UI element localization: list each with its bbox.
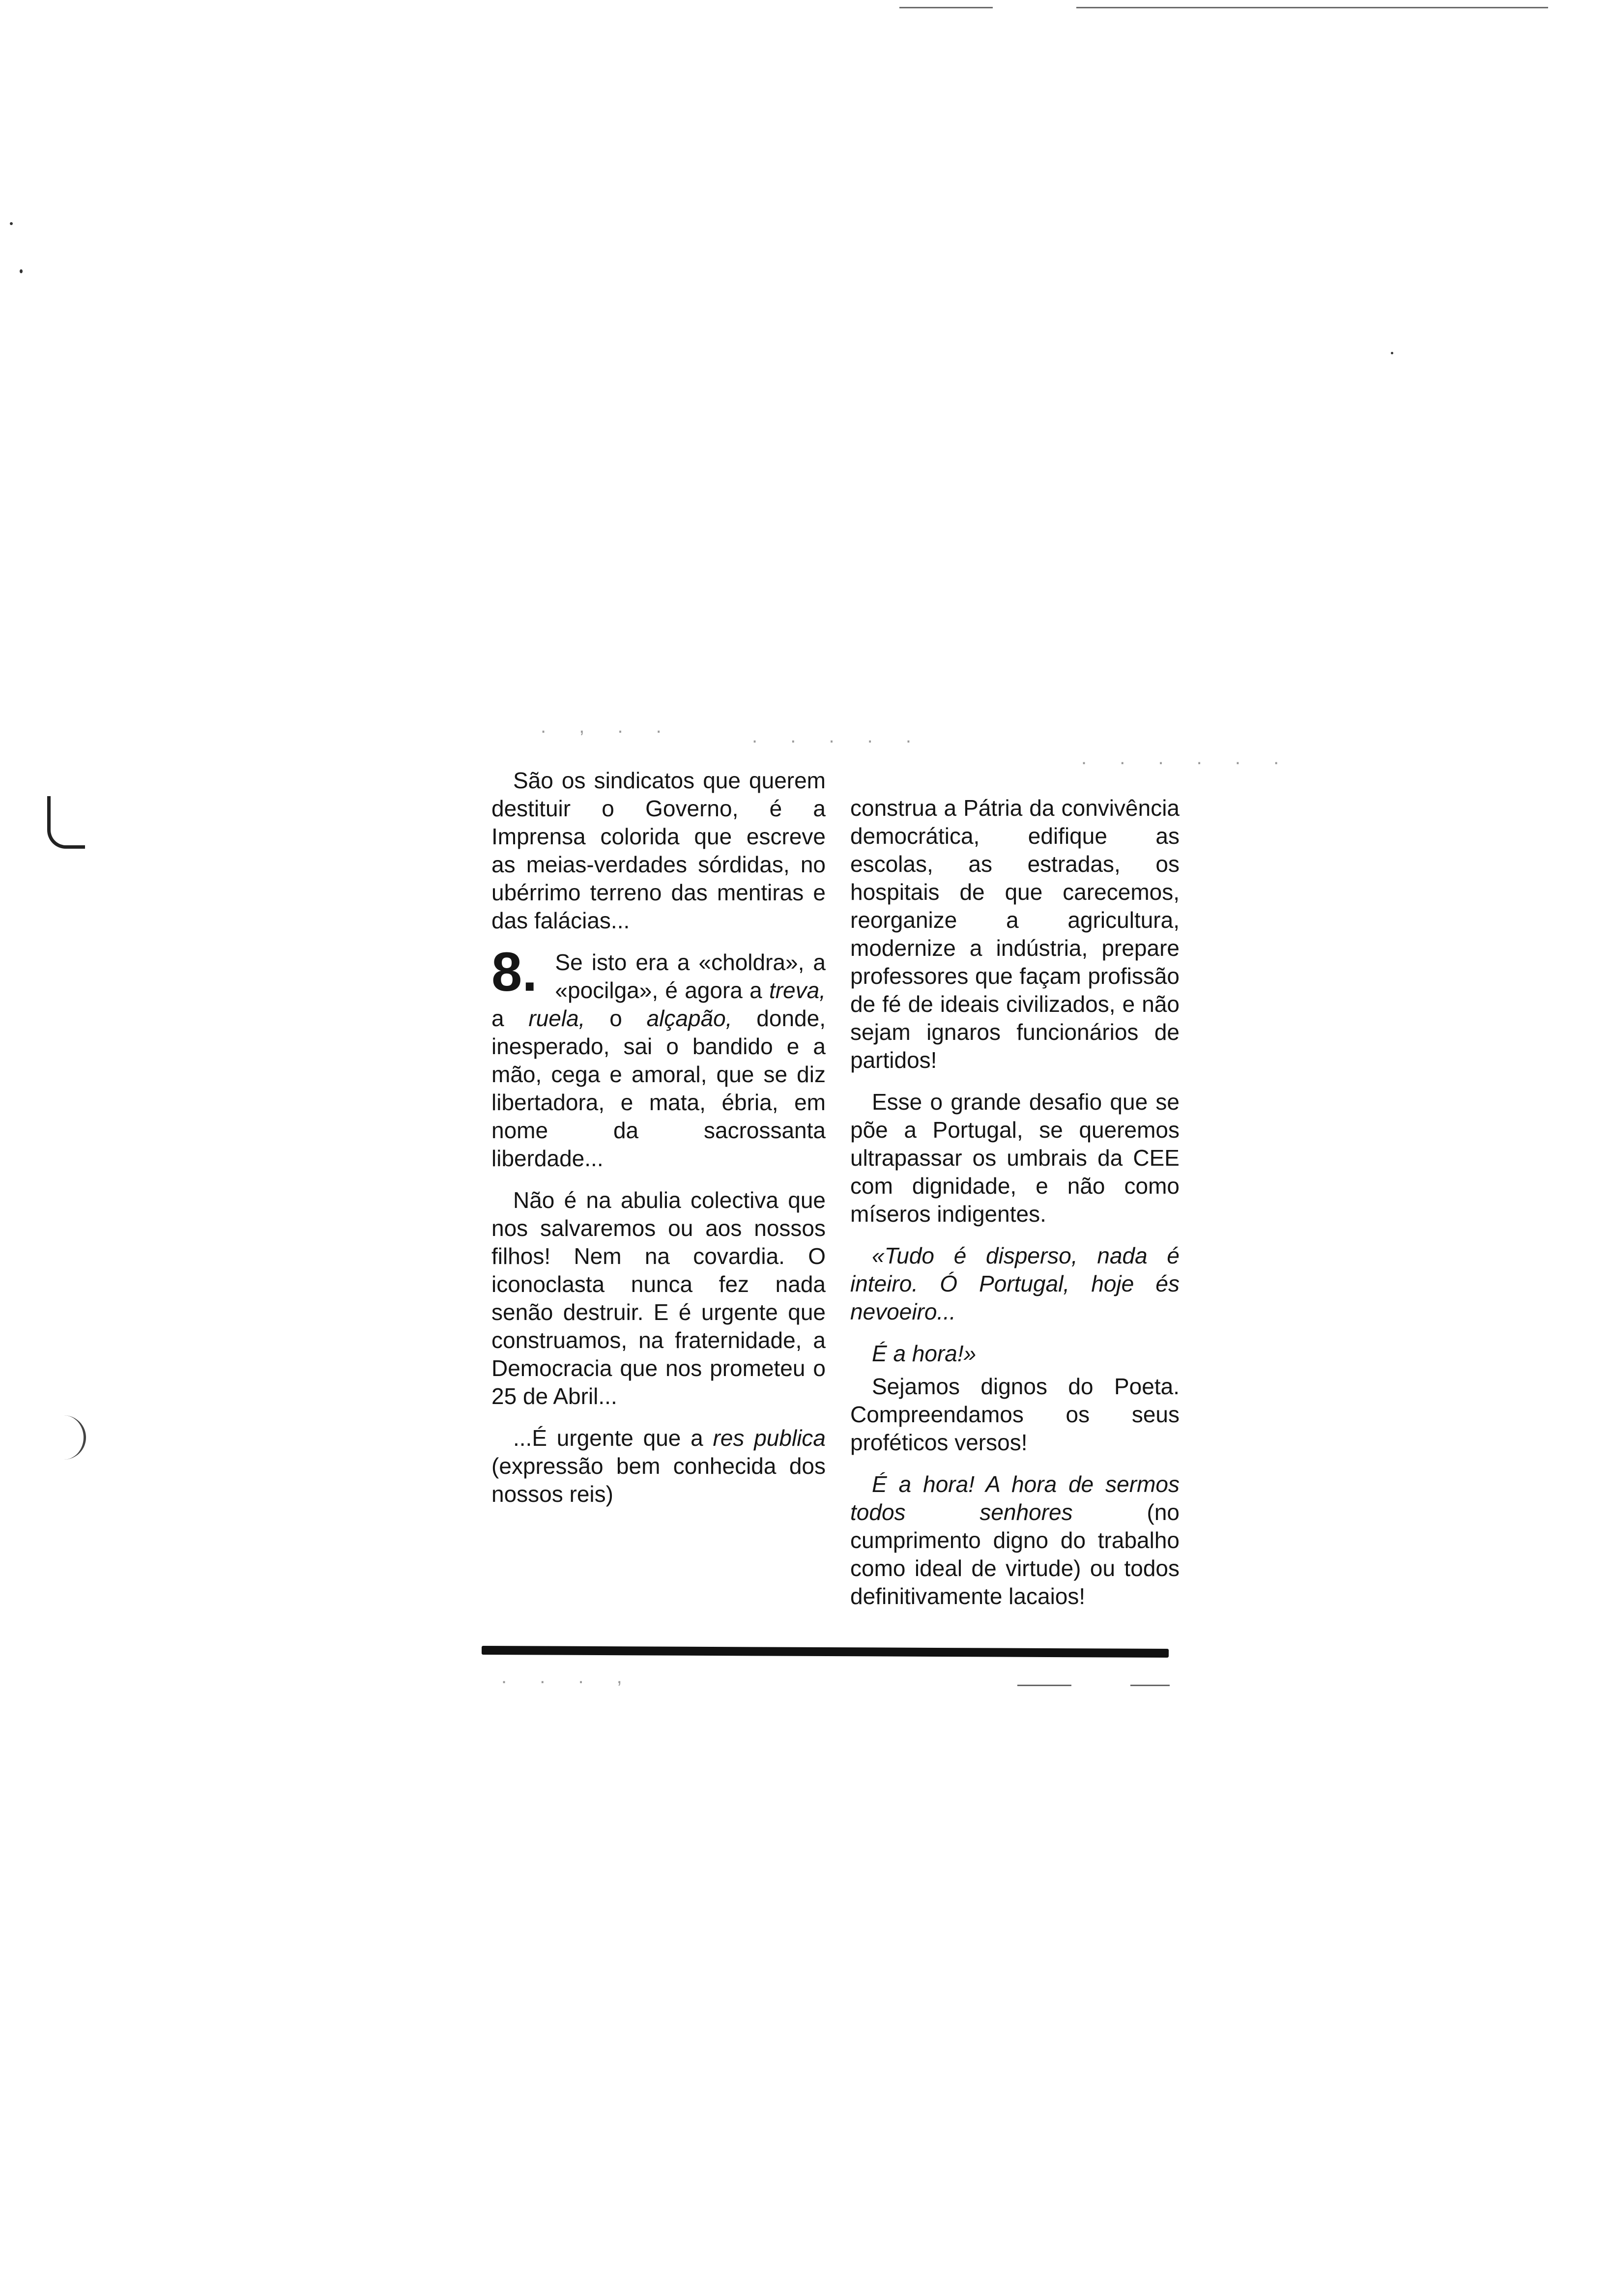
section-number: 8. <box>491 941 538 1003</box>
scan-speck <box>20 269 23 273</box>
section-8-paragraph: 8. Se isto era a «choldra», a «pocilga», é agora a treva, a ruela, o alçapão, donde, inesperado, sai o bandido e a mão, cega e amoral, que se diz libertadora, e mata, ébria, em nome da sacrossanta liberdade... <box>491 941 826 1171</box>
paragraph: Sejamos dignos do Poeta. Compreendamos os seus proféticos versos! <box>850 1374 1180 1455</box>
paragraph: Esse o grande desafio que se põe a Portugal, se queremos ultrapassar os umbrais da CEE com dignidade, e não como míseros indigentes. <box>850 1089 1180 1227</box>
top-scan-line <box>1076 7 1548 8</box>
paragraph: Não é na abulia colectiva que nos salvaremos ou aos nossos filhos! Nem na covardia. O iconoclasta nunca fez nada senão destruir. E é urgente que construamos, na fraternidade, a Democracia que nos prometeu o 25 de Abril... <box>491 1187 826 1409</box>
quote-paragraph: É a hora!» <box>872 1341 977 1366</box>
quote-paragraph: «Tudo é disperso, nada é inteiro. Ó Portugal, hoje és nevoeiro... <box>850 1243 1180 1324</box>
scan-dots: . . . , <box>501 1666 636 1688</box>
scan-dash <box>1130 1685 1170 1686</box>
scan-speck <box>10 222 13 225</box>
scan-dash <box>1017 1685 1071 1686</box>
scan-dots: . , . . <box>541 716 675 737</box>
paragraph: ...É urgente que a res publica (expressão bem conhecida dos nossos reis) <box>491 1425 826 1507</box>
article <box>491 767 1180 1651</box>
paragraph: São os sindicatos que querem destituir o Governo, é a Imprensa colorida que escreve as meias-verdades sórdidas, no ubérrimo terreno das mentiras e das falácias... <box>491 768 826 933</box>
margin-paren-mark <box>64 1415 86 1460</box>
scan-speck <box>1391 352 1393 354</box>
scan-dots: . . . . . . <box>1081 747 1293 769</box>
top-scan-line <box>899 7 993 8</box>
left-column <box>491 767 826 1522</box>
margin-bracket-mark <box>47 796 85 849</box>
scan-dots: . . . . . <box>752 725 925 747</box>
paragraph: construa a Pátria da convivência democrática, edifique as escolas, as estradas, os hospitais de que carecemos, reorganize a agricultura, modernize a indústria, prepare professores que façam profissão de fé de ideais civilizados, e não sejam ignaros funcionários de partidos! <box>850 795 1180 1073</box>
right-column <box>850 794 1180 1624</box>
closing-paragraph: É a hora! A hora de sermos todos senhores (no cumprimento digno do trabalho como ideal de virtude) ou todos definitivamente lacaios! <box>850 1471 1180 1609</box>
